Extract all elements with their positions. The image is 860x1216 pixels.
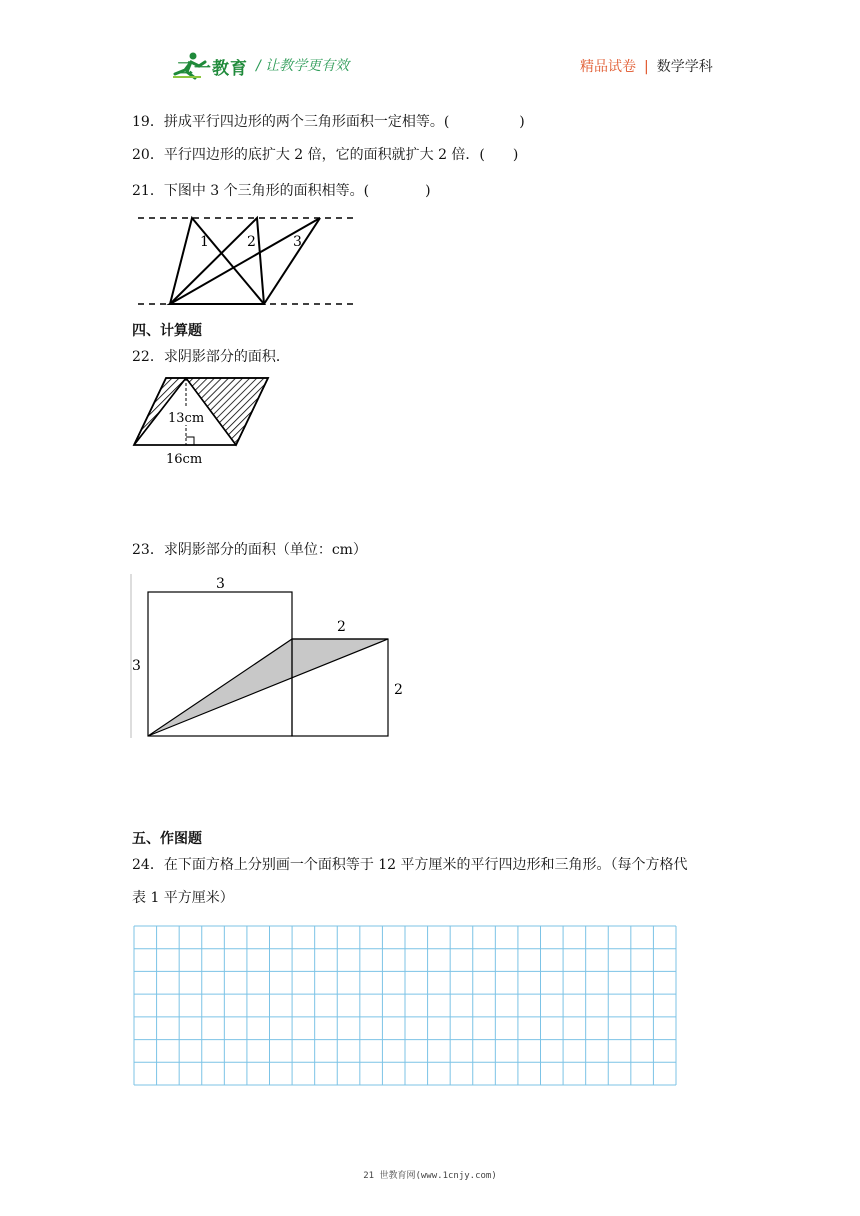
parallelogram-figure xyxy=(128,372,278,472)
logo-text: 二一教育 xyxy=(176,59,248,79)
triangle-label-3: 3 xyxy=(293,234,302,250)
height-label: 13cm xyxy=(168,411,205,426)
subject-label: 数学学科 xyxy=(656,59,713,75)
section-4-heading: 四、计算题 xyxy=(132,323,202,339)
section-5-heading: 五、作图题 xyxy=(132,831,202,847)
question-23: 23．求阴影部分的面积（单位：cm） xyxy=(132,542,367,558)
question-24-line2: 表 1 平方厘米） xyxy=(132,890,234,906)
header-right xyxy=(580,56,713,76)
footer-text: 21 世教育网(www.1cnjy.com) xyxy=(363,1171,497,1181)
header-slogan: / 让教学更有效 xyxy=(256,58,350,74)
squares-figure xyxy=(126,570,411,742)
small-square-top-label: 2 xyxy=(337,619,346,635)
big-square-left-label: 3 xyxy=(132,658,141,674)
question-22: 22．求阴影部分的面积． xyxy=(132,349,290,365)
triangle-label-2: 2 xyxy=(247,234,256,250)
header-separator: | xyxy=(644,59,649,75)
big-square-top-label: 3 xyxy=(216,576,225,592)
triangles-figure xyxy=(130,210,370,310)
small-square-right-label: 2 xyxy=(394,682,403,698)
question-21: 21．下图中 3 个三角形的面积相等。( ) xyxy=(132,183,431,199)
drawing-grid[interactable] xyxy=(133,925,677,1086)
question-20: 20．平行四边形的底扩大 2 倍，它的面积就扩大 2 倍．( ) xyxy=(132,147,519,163)
premium-label: 精品试卷 xyxy=(580,59,636,75)
triangle-label-1: 1 xyxy=(200,234,209,250)
base-label: 16cm xyxy=(166,452,203,467)
question-19: 19．拼成平行四边形的两个三角形面积一定相等。( ) xyxy=(132,114,525,130)
question-24-line1: 24．在下面方格上分别画一个面积等于 12 平方厘米的平行四边形和三角形。（每个方格代 xyxy=(132,857,688,873)
